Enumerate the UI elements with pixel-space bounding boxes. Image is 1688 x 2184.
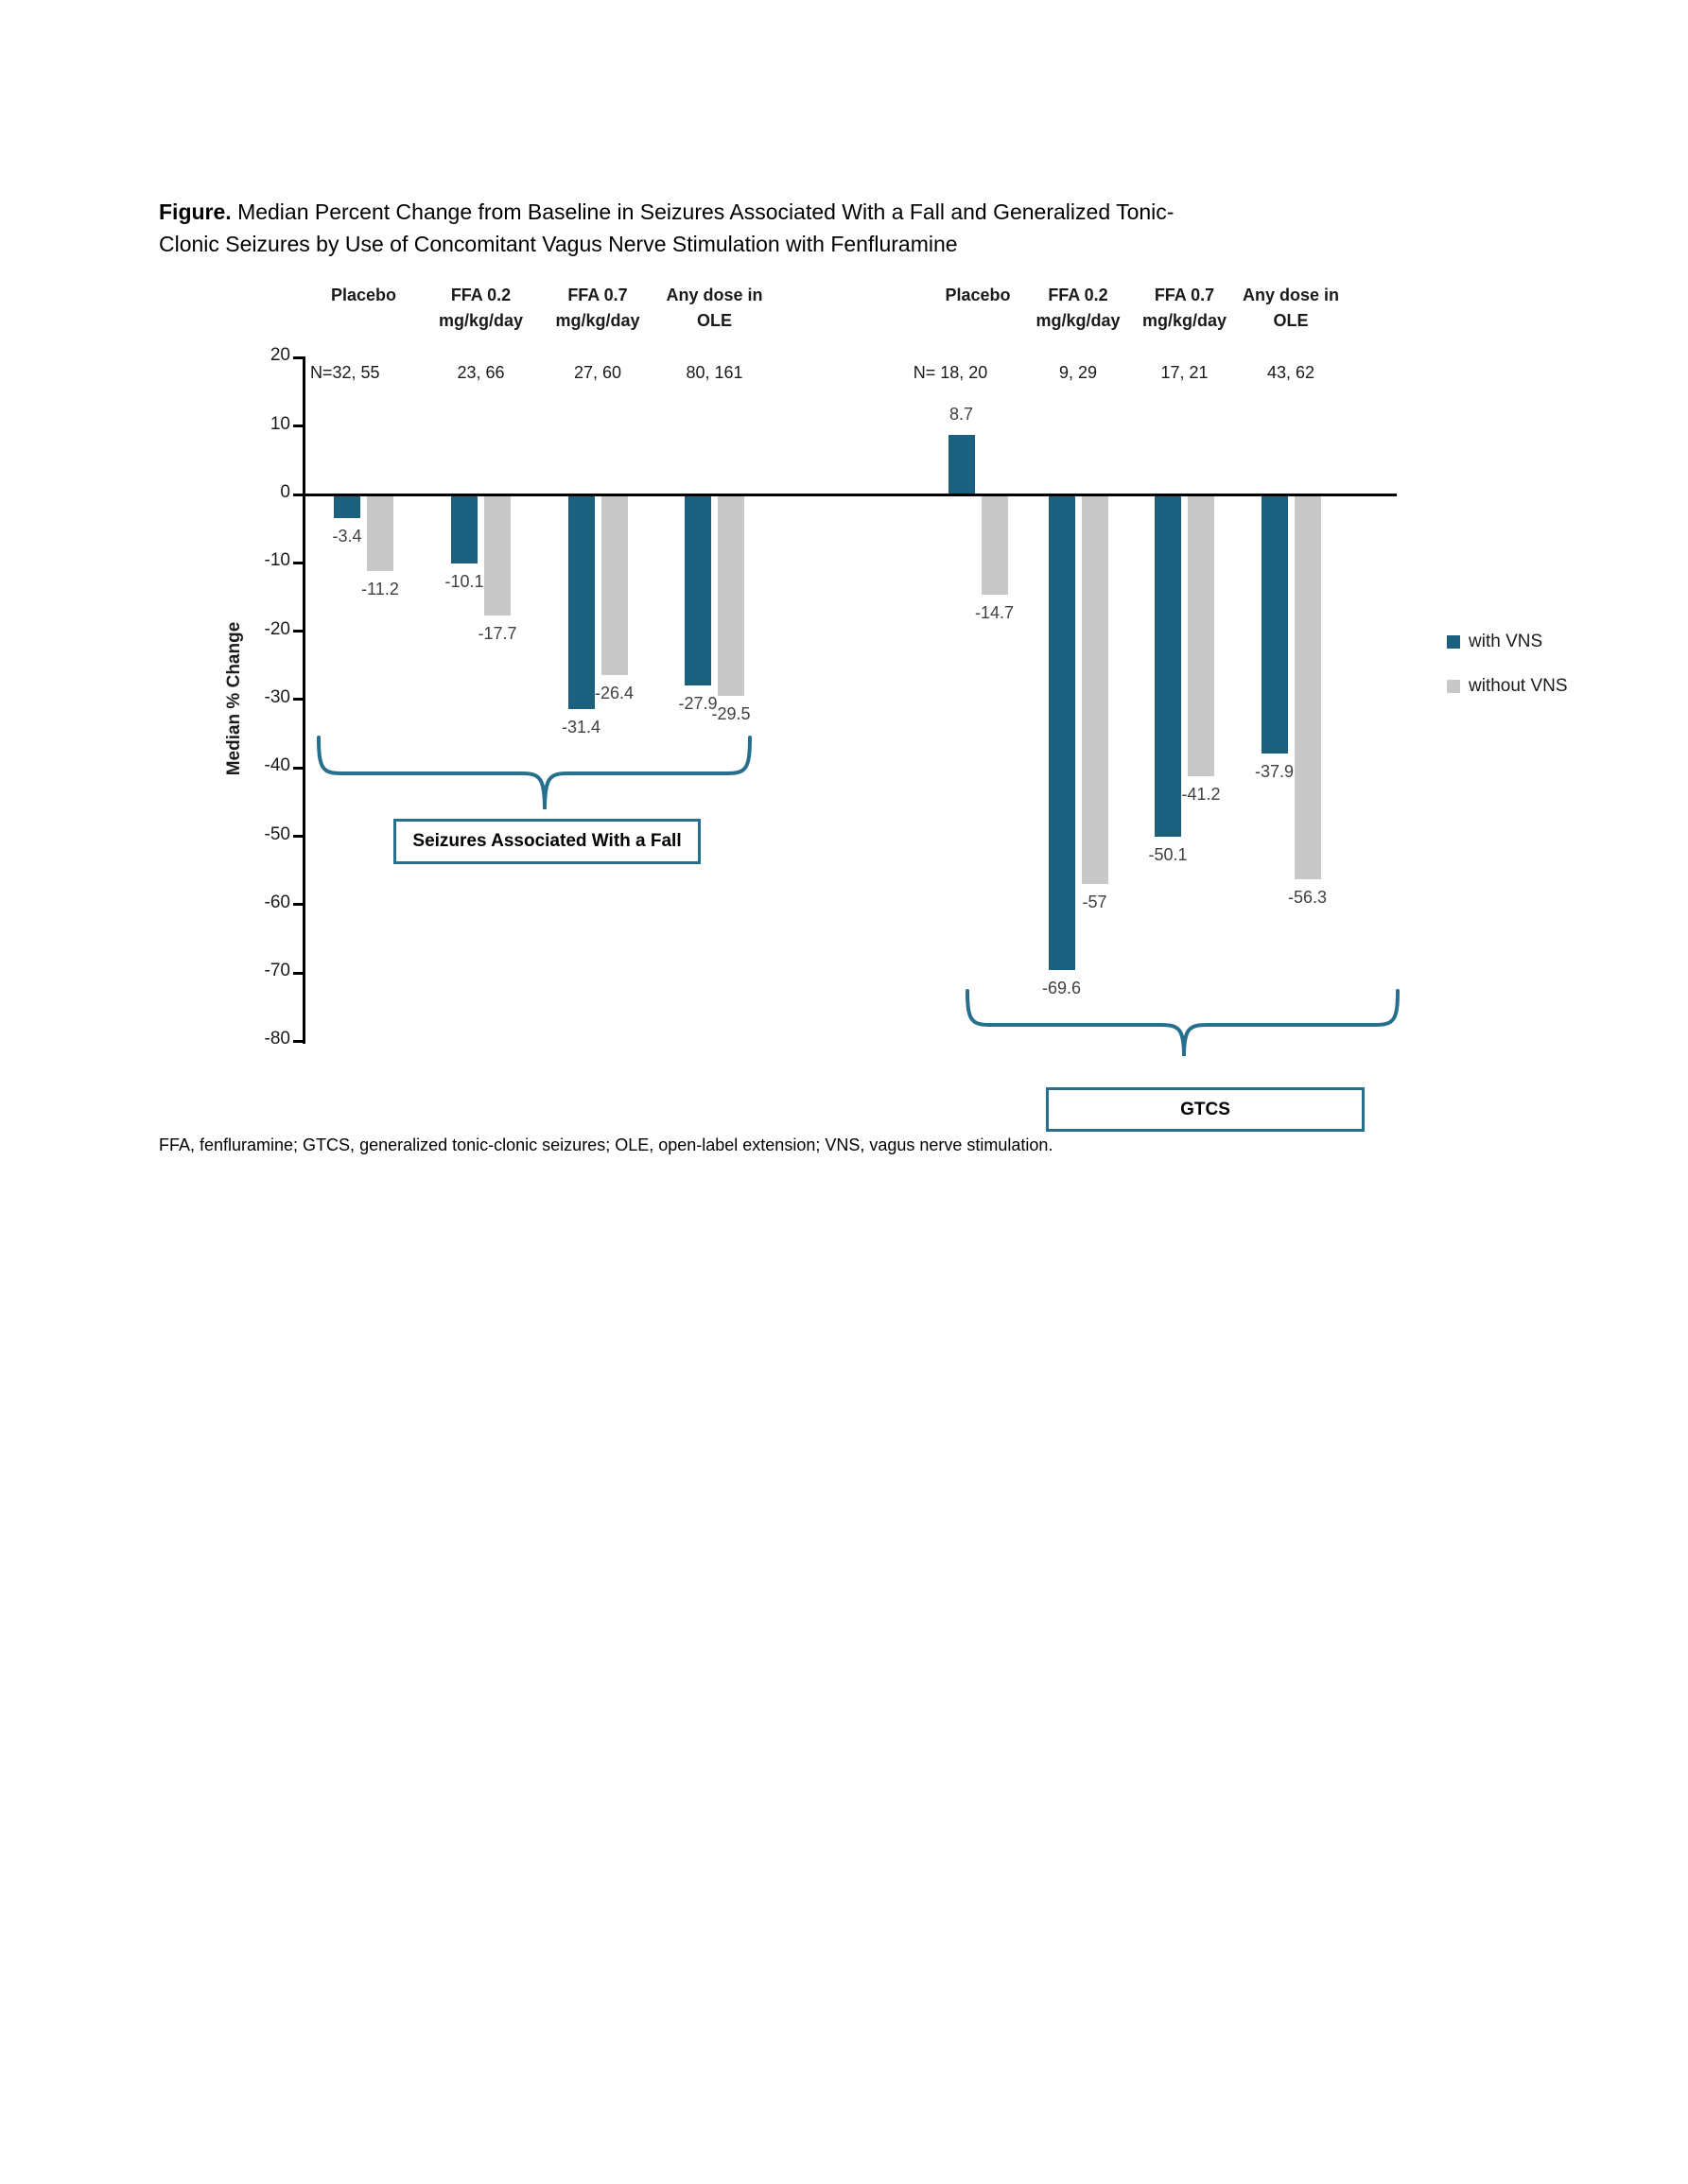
footnote: FFA, fenfluramine; GTCS, generalized tonic-clonic seizures; OLE, open-label extension; VNS, vagus nerve stimulation. <box>159 1135 1053 1154</box>
bar-without-vns <box>1082 494 1108 884</box>
group-header-line: Any dose in <box>666 286 763 304</box>
value-label: -11.2 <box>361 579 399 598</box>
value-label: -41.2 <box>1181 784 1221 804</box>
section-label-fall <box>393 819 701 864</box>
y-axis-tick-label: -60 <box>264 892 290 912</box>
value-label: -31.4 <box>561 718 601 737</box>
bar-without-vns <box>1295 494 1321 879</box>
group-header-line: mg/kg/day <box>1141 311 1227 330</box>
title-text-1: Median Percent Change from Baseline in Seizures Associated With a Fall and Generalized Tonic- <box>237 199 1175 224</box>
figure-label: Figure. <box>159 199 232 224</box>
legend-swatch-without-vns <box>1447 680 1460 693</box>
y-axis-tick-label: -30 <box>264 686 290 707</box>
value-label: -56.3 <box>1287 888 1328 908</box>
group-header-line: Any dose in <box>1242 286 1339 304</box>
n-label: N= 18, 20 <box>913 363 988 382</box>
group-header-line: mg/kg/day <box>555 311 640 330</box>
y-axis-tick-label: -50 <box>264 823 290 844</box>
bar-with-vns <box>1262 494 1288 754</box>
group-header-line: mg/kg/day <box>1035 311 1121 330</box>
group-header <box>1206 283 1376 334</box>
y-axis-tick-label: 20 <box>270 345 290 366</box>
group-header <box>630 283 800 334</box>
value-label: -69.6 <box>1041 979 1082 998</box>
y-axis-tick-label: 10 <box>270 413 290 434</box>
value-label: -37.9 <box>1254 762 1295 782</box>
y-axis-tick-label: -40 <box>264 755 290 776</box>
group-header-line: mg/kg/day <box>438 311 524 330</box>
n-label: N=32, 55 <box>310 363 380 382</box>
group-header-line: FFA 0.2 <box>1048 286 1108 304</box>
legend-swatch-with-vns <box>1447 635 1460 649</box>
group-header-line: FFA 0.7 <box>1154 286 1215 304</box>
group-header-line: FFA 0.2 <box>450 286 512 304</box>
section-label-gtcs <box>1046 1087 1365 1132</box>
n-label: 9, 29 <box>1058 363 1098 382</box>
group-header-line: Placebo <box>945 286 1011 304</box>
group-header-line: FFA 0.7 <box>567 286 628 304</box>
section-label-fall-text: Seizures Associated With a Fall <box>412 831 682 851</box>
bar-without-vns <box>601 494 628 675</box>
value-label: -57 <box>1082 893 1107 912</box>
n-label: 80, 161 <box>686 363 743 382</box>
y-axis-tick-label: -10 <box>264 550 290 571</box>
group-header-line: Placebo <box>330 286 397 304</box>
value-label: -10.1 <box>444 572 484 592</box>
legend-label-without-vns: without VNS <box>1469 676 1568 696</box>
n-label: 27, 60 <box>573 363 622 382</box>
value-label: -14.7 <box>974 603 1015 623</box>
bar-without-vns <box>367 494 393 571</box>
bar-with-vns <box>568 494 595 709</box>
y-axis-line <box>303 356 305 1044</box>
value-label: -3.4 <box>332 526 362 546</box>
bar-without-vns <box>1188 494 1214 776</box>
title-line-2: Clonic Seizures by Use of Concomitant Vagus Nerve Stimulation with Fenfluramine <box>159 232 958 256</box>
bar-without-vns <box>484 494 511 615</box>
y-axis-tick-label: -20 <box>264 618 290 639</box>
bar-with-vns <box>685 494 711 685</box>
y-axis-tick-label: 0 <box>280 482 290 502</box>
legend-label-with-vns: with VNS <box>1469 632 1543 651</box>
section-label-gtcs-text: GTCS <box>1180 1099 1230 1119</box>
bar-with-vns <box>948 435 975 494</box>
bar-without-vns <box>982 494 1008 595</box>
value-label: 8.7 <box>948 405 974 425</box>
value-label: -50.1 <box>1148 845 1188 865</box>
y-axis-title: Median % Change <box>224 621 244 776</box>
legend <box>1447 632 1568 720</box>
zero-baseline <box>305 494 1397 496</box>
value-label: -17.7 <box>478 623 517 643</box>
bar-with-vns <box>334 494 360 518</box>
value-label: -26.4 <box>594 683 635 702</box>
value-label: -29.5 <box>711 704 751 724</box>
bar-without-vns <box>718 494 744 696</box>
value-label: -27.9 <box>678 693 718 713</box>
bar-with-vns <box>451 494 478 563</box>
y-axis-tick-label: -80 <box>264 1029 290 1049</box>
group-header-line: OLE <box>696 311 732 330</box>
n-label: 17, 21 <box>1160 363 1209 382</box>
group-header-line: OLE <box>1273 311 1309 330</box>
legend-item-without-vns <box>1447 676 1568 697</box>
n-label: 43, 62 <box>1266 363 1315 382</box>
y-axis-tick-label: -70 <box>264 961 290 981</box>
n-label: 23, 66 <box>457 363 505 382</box>
legend-item-with-vns <box>1447 632 1568 652</box>
